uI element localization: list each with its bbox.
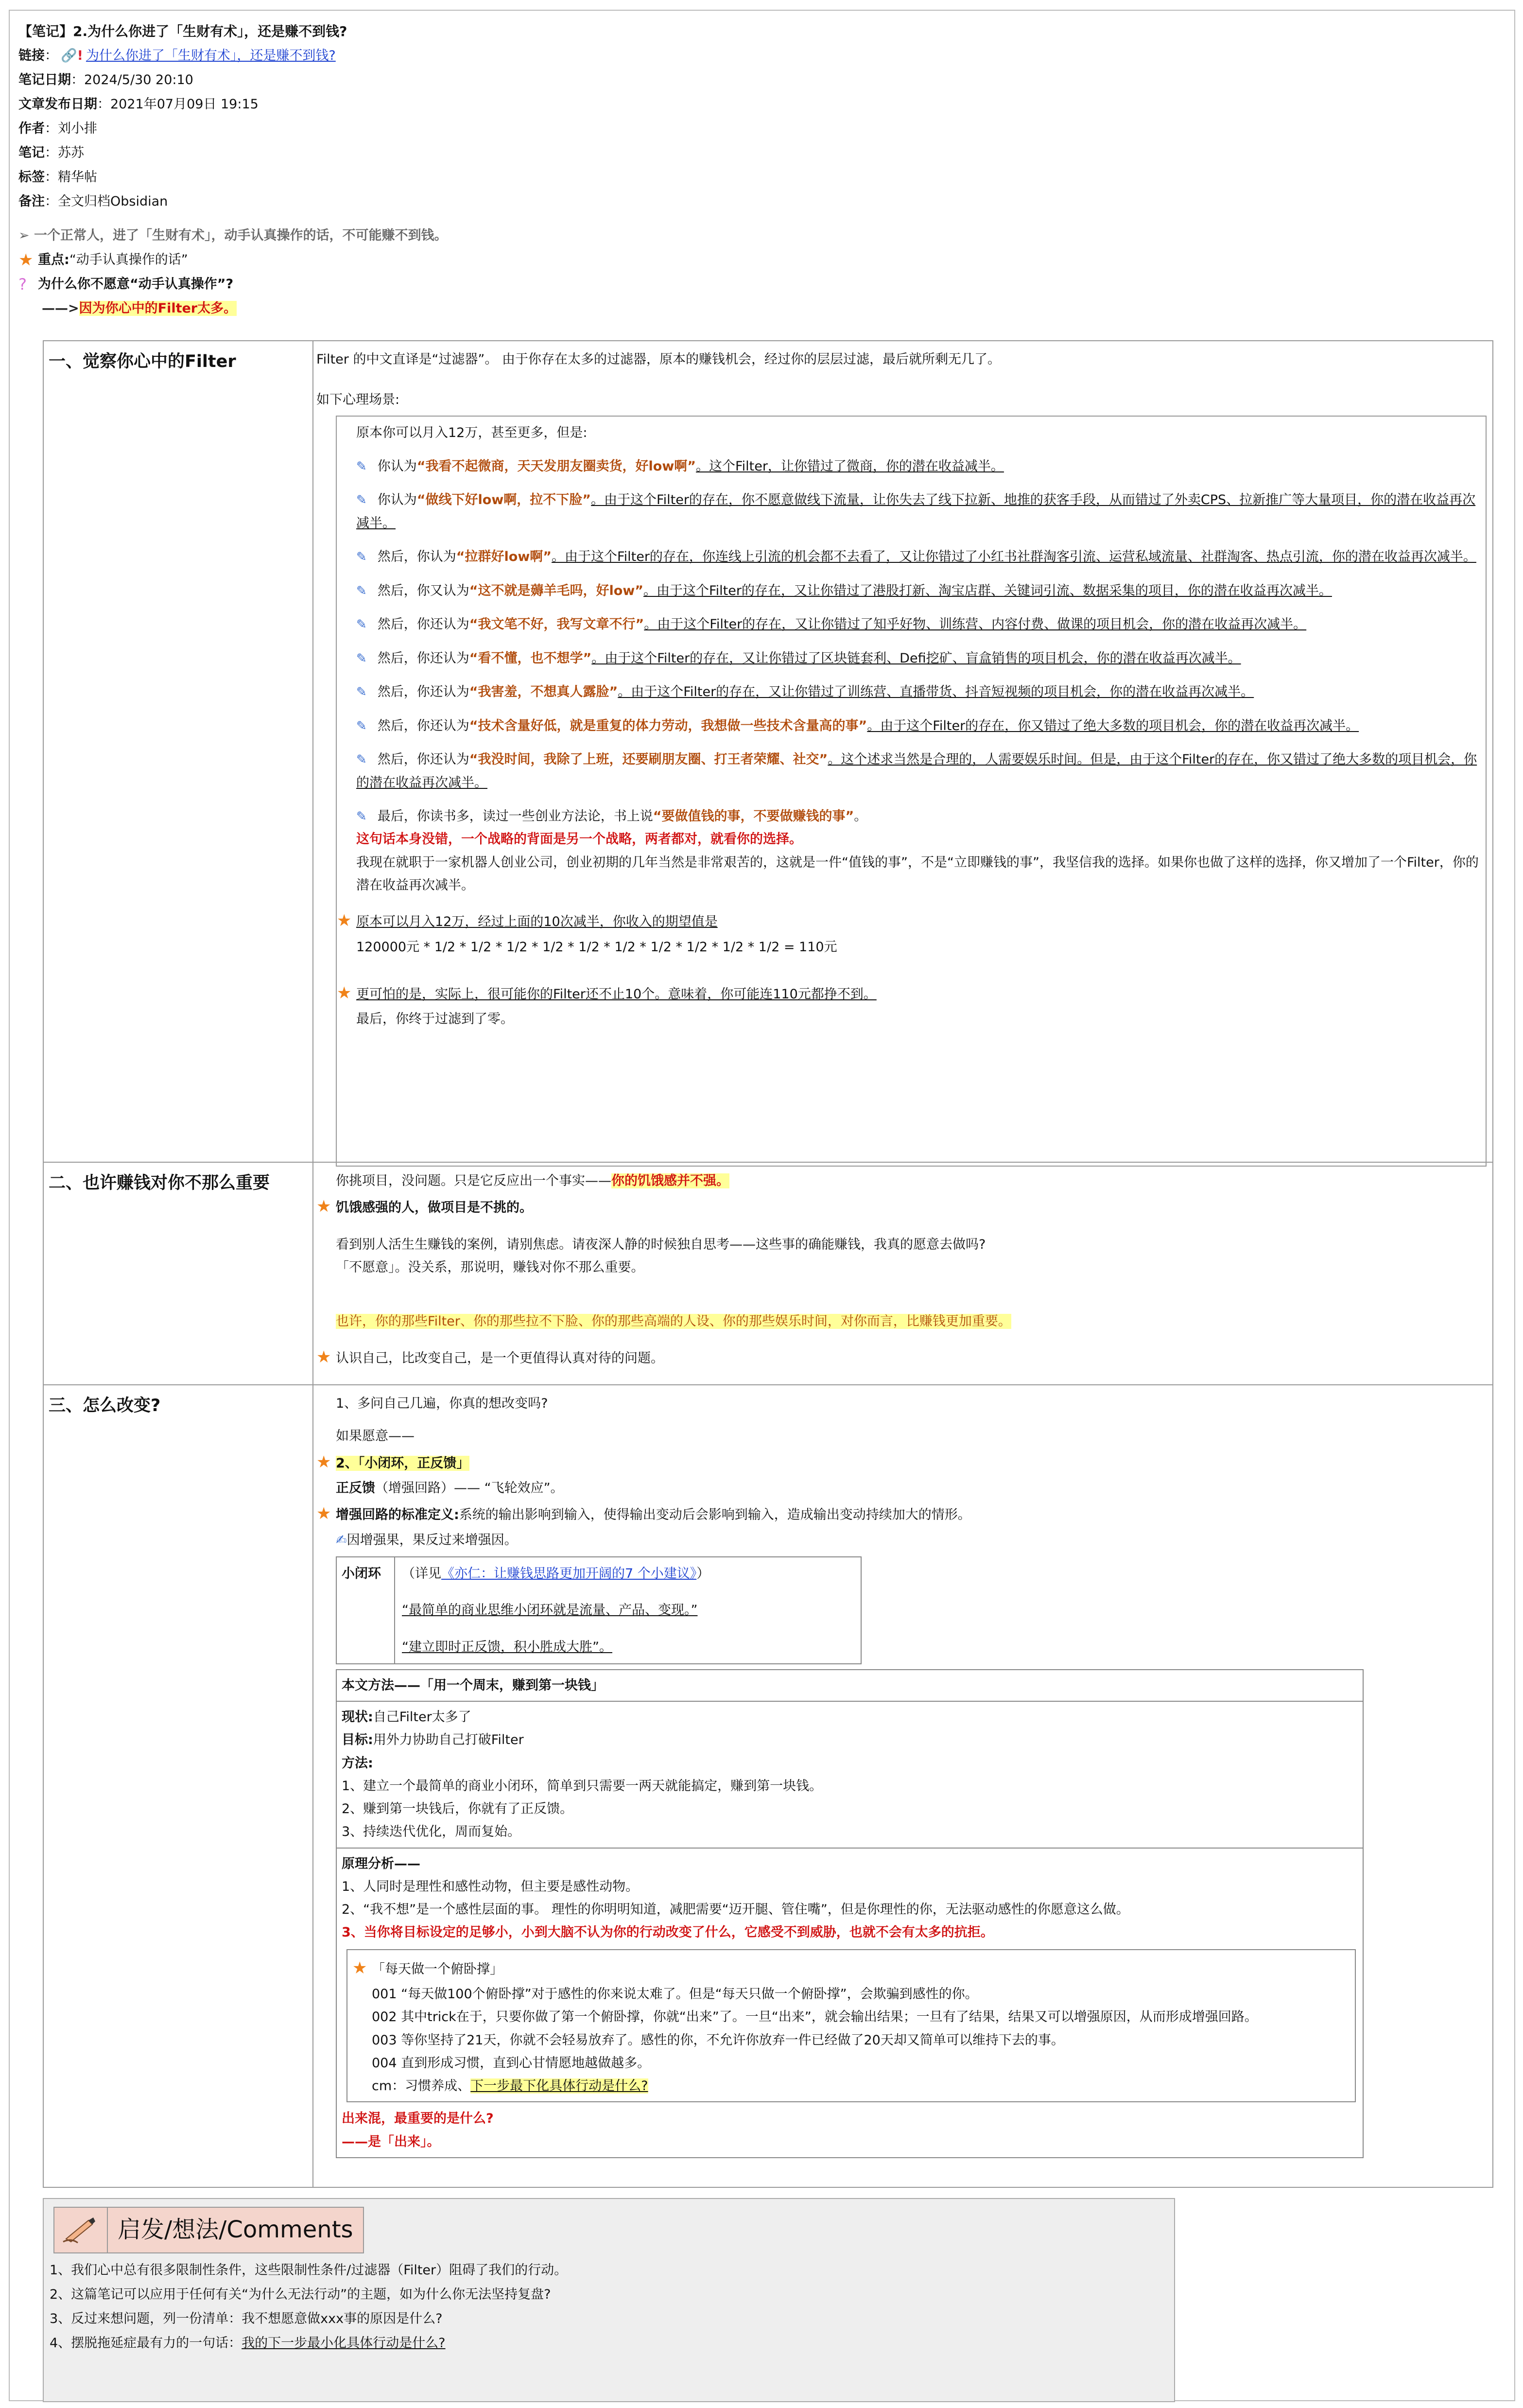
article-link[interactable]: 为什么你进了「生财有术」，还是赚不到钱?	[86, 48, 336, 63]
filter-quote: “我没时间，我除了上班，还要刷朋友圈、打王者荣耀、社交”	[469, 752, 828, 767]
worse-line: 更可怕的是，实际上，很可能你的Filter还不止10个。意味着，你可能连110元都挣不到。	[356, 986, 877, 1002]
star-icon: ★	[316, 1504, 331, 1524]
publish-date-row: 文章发布日期 ： 2021年07月09日 19:15	[18, 92, 1506, 117]
s2-line2: 饥饿感强的人，做项目是不挑的。	[336, 1200, 533, 1216]
filter-item	[356, 455, 1481, 478]
section-3-body	[313, 1385, 1492, 2187]
link-row: 链接 ： 🔗! 为什么你进了「生财有术」，还是赚不到钱?	[18, 44, 1506, 68]
pencil-icon: ✎	[356, 752, 367, 767]
method-step: 3、持续迭代优化，周而复始。	[342, 1824, 521, 1840]
filter-item	[356, 579, 1481, 603]
pin-icon: 🔗!	[61, 48, 83, 63]
answer-row	[18, 297, 1506, 321]
pencil-icon: ✎	[356, 685, 367, 699]
comment-item: 2、这篇笔记可以应用于任何有关“为什么无法行动”的主题，如为什么你无法坚持复盘?	[50, 2287, 551, 2302]
star-icon: ★	[18, 250, 34, 270]
comments-title: 启发/想法/Comments	[118, 2216, 353, 2244]
filter-pre: 你认为	[377, 458, 417, 474]
pushup-item: 001 “每天做100个俯卧撑”对于感性的你来说太难了。但是“每天只做一个俯卧撑”，会欺骗到感性的你。	[372, 1987, 978, 2002]
filter-pre: 你认为	[377, 492, 417, 508]
loop-quote-1: “最简单的商业思维小闭环就是流量、产品、变现。”	[402, 1603, 698, 1618]
method-box	[336, 1669, 1364, 2158]
closing-answer: ——是「出来」。	[342, 2134, 440, 2149]
method-steps	[337, 1702, 1363, 1849]
star-icon: ★	[316, 1347, 331, 1367]
filter-post: 。由于这个Filter的存在，又让你错过了训练营、直播带货、抖音短视频的项目机会，你的潜在收益再次减半。	[618, 684, 1254, 699]
s3-l3: 2、「小闭环，正反馈」	[336, 1455, 470, 1471]
author-row: 作者 ： 刘小排	[18, 117, 1506, 141]
filter-quote: “我看不起微商，天天发朋友圈卖货，好low啊”	[416, 458, 696, 474]
remark-label: 备注	[18, 194, 45, 209]
filter-item-last: ✎ 最后，你读书多，读过一些创业方法论，书上说“要做值钱的事，不要做赚钱的事”。 这句话本身没错，一个战略的背面是另一个战略，两者都对，就看你的选择。 我现在就职于一家机器人创业公司，创业初期的几年当然是非常艰苦的，这就是一件“值钱的事”，不是“立即赚钱的事”，我坚信我的选择。如果你也做了这样的选择，你又增加了一个Filter，你的潜在收益再次减半。	[356, 805, 1481, 897]
author: 刘小排	[58, 121, 97, 136]
status-text: 自己Filter太多了	[373, 1710, 471, 1725]
note-date-label: 笔记日期	[18, 72, 71, 87]
loop-quote-2: “建立即时正反馈，积小胜成大胜”。	[402, 1639, 612, 1655]
filter-post: 。这个述求当然是合理的，人需要娱乐时间。但是，由于这个Filter的存在，你又错过了绝大多数的项目机会，你的潜在收益再次减半。	[356, 752, 1477, 790]
comments-header	[53, 2207, 364, 2253]
loop-ref-link[interactable]: 《亦仁：让赚钱思路更加开阔的7 个小建议》	[441, 1566, 697, 1581]
pushup-item: 004 直到形成习惯，直到心甘情愿地越做越多。	[372, 2055, 651, 2071]
method-title	[337, 1670, 1363, 1702]
s2-highlight: 你的饥饿感并不强。	[611, 1173, 729, 1188]
tag: 精华帖	[58, 170, 97, 185]
analysis-label: 原理分析——	[342, 1856, 420, 1871]
comment-item: 3、反过来想问题，列一份清单：我不想愿意做xxx事的原因是什么?	[50, 2311, 443, 2326]
pencil-icon: ✎	[356, 651, 367, 666]
pushup-title: 「每天做一个俯卧撑」	[372, 1961, 503, 1977]
filter-quote: “拉群好low啊”	[456, 549, 552, 564]
note-date: 2024/5/30 20:10	[84, 72, 193, 87]
method-title-text: 本文方法——「用一个周末，赚到第一块钱」	[342, 1677, 604, 1693]
comments-list	[50, 2258, 1168, 2356]
section-2-title: 二、也许赚钱对你不那么重要	[44, 1163, 313, 1384]
filter-post: 。由于这个Filter的存在，你又错过了绝大多数的项目机会，你的潜在收益再次减半。	[867, 718, 1359, 733]
pencil-icon: ✎	[356, 459, 367, 474]
filter-post: 。由于这个Filter的存在，你连线上引流的机会都不去看了，又让你错过了小红书社群淘客引流、运营私域流量、社群淘客、热点引流，你的潜在收益再次减半。	[552, 549, 1476, 564]
filter-intro: Filter 的中文直译是“过滤器”。 由于你存在太多的过滤器，原本的赚钱机会，经过你的层层过滤，最后就所剩无几了。	[316, 352, 1001, 367]
method-label: 方法:	[342, 1755, 373, 1771]
note-title-row	[18, 19, 1506, 44]
filter-post: 。这个Filter，让你错过了微商，你的潜在收益减半。	[696, 458, 1004, 474]
filter-quote: “我文笔不好，我写文章不行”	[469, 617, 644, 632]
calc-block	[337, 907, 1481, 959]
star-icon: ★	[337, 983, 352, 1003]
section-change	[44, 1385, 1492, 2187]
filter-quote: “这不就是薅羊毛吗，好low”	[469, 583, 644, 598]
filter-pre: 然后，你又认为	[377, 583, 469, 598]
s3-l2: 如果愿意——	[336, 1429, 415, 1444]
scene-label: 如下心理场景:	[316, 392, 400, 408]
filter-quote: “做线下好low啊，拉不下脸”	[416, 492, 591, 508]
s2-line6: 认识自己，比改变自己，是一个更值得认真对待的问题。	[336, 1350, 664, 1366]
filter-quote: “要做值钱的事，不要做赚钱的事”	[653, 808, 854, 824]
filter-quote: “我害羞，不想真人露脸”	[469, 684, 618, 699]
filter-quote: “技术含量好低，就是重复的体力劳动，我想做一些技术含量高的事”	[469, 718, 867, 733]
noter-row: 笔记 ： 苏苏	[18, 141, 1506, 165]
quote-text: 一个正常人，进了「生财有术」，动手认真操作的话，不可能赚不到钱。	[34, 228, 448, 243]
section-2-body	[313, 1163, 1492, 1384]
star-icon: ★	[316, 1197, 331, 1217]
final-line: 最后，你终于过滤到了零。	[356, 1012, 514, 1027]
s2-line5: 也许，你的那些Filter、你的那些拉不下脸、你的那些高端的人设、你的那些娱乐时间，对你而言，比赚钱更加重要。	[336, 1314, 1011, 1329]
star-icon: ★	[337, 911, 352, 930]
tag-row: 标签 ： 精华帖	[18, 165, 1506, 190]
sections-table	[43, 340, 1493, 2188]
noter: 苏苏	[58, 145, 84, 160]
s3-l6: 因增强果，果反过来增强因。	[346, 1532, 518, 1548]
loop-label: 小闭环	[337, 1557, 395, 1663]
filter-quote: “看不懂，也不想学”	[469, 650, 592, 666]
analysis-item: 3、当你将目标设定的足够小，小到大脑不认为你的行动改变了什么，它感受不到威胁，也就不会有太多的抗拒。	[342, 1925, 994, 1940]
section-money	[44, 1163, 1492, 1385]
s3-l5: 系统的输出影响到输入，使得输出变动后会影响到输入，造成输出变动持续加大的情形。	[459, 1507, 971, 1523]
loop-ref-pre: （详见	[402, 1566, 441, 1581]
key-point-row	[18, 248, 1506, 272]
scene-box	[336, 416, 1487, 1167]
comment-text: 4、摆脱拖延症最有力的一句话：	[50, 2336, 242, 2351]
pushup-item: 003 等你坚持了21天，你就不会轻易放弃了。感性的你，不允许你放弃一件已经做了20天却又简单可以维持下去的事。	[372, 2032, 1064, 2048]
filter-item	[356, 613, 1481, 636]
s3-l5-bold: 增强回路的标准定义:	[336, 1507, 459, 1523]
loop-content	[395, 1557, 861, 1663]
method-step: 2、赚到第一块钱后，你就有了正反馈。	[342, 1801, 573, 1816]
quote-callout	[18, 224, 1506, 248]
filter-pre: 然后，你认为	[377, 549, 456, 564]
closing-question: 出来混，最重要的是什么?	[342, 2111, 494, 2127]
filter-pre: 然后，你还认为	[377, 617, 469, 632]
publish-date-label: 文章发布日期	[18, 97, 97, 112]
answer-text: 因为你心中的Filter太多。	[79, 301, 237, 316]
writing-hand-icon	[54, 2208, 108, 2252]
filter-post: 。由于这个Filter的存在，又让你错过了知乎好物、训练营、内容付费、做课的项目机会，你的潜在收益再次减半。	[644, 617, 1307, 632]
pushup-box	[346, 1949, 1356, 2103]
comment-link[interactable]: 我的下一步最小化具体行动是什么?	[242, 2336, 446, 2351]
filter-pre: 最后，你读书多，读过一些创业方法论，书上说	[377, 808, 653, 824]
goal-label: 目标:	[342, 1732, 373, 1748]
s3-l1: 1、多问自己几遍，你真的想改变吗?	[336, 1396, 548, 1411]
filter-post: 。由于这个Filter的存在，又让你错过了港股打新、淘宝店群、关键词引流、数据采集的项目，你的潜在收益再次减半。	[643, 583, 1332, 598]
status-label: 现状:	[342, 1710, 373, 1725]
section-3-title: 三、怎么改变?	[44, 1385, 313, 2187]
note-title: 【笔记】2.为什么你进了「生财有术」，还是赚不到钱?	[18, 23, 347, 39]
pushup-cm-highlight: 下一步最下化具体行动是什么?	[470, 2078, 648, 2094]
note-date-row: 笔记日期 ： 2024/5/30 20:10	[18, 68, 1506, 92]
key-text: “动手认真操作的话”	[69, 252, 188, 267]
star-icon: ★	[352, 1958, 367, 1978]
worse-block	[337, 979, 1481, 1031]
section-1-title: 一、觉察你心中的Filter	[44, 341, 313, 1162]
answer-arrow: ——>	[42, 301, 79, 316]
comment-item	[50, 2331, 1168, 2356]
s3-l4-bold: 正反馈	[336, 1481, 375, 1496]
pencil-icon: ✎	[356, 550, 367, 564]
analysis-item: 1、人同时是理性和感性动物，但主要是感性动物。	[342, 1879, 639, 1894]
key-label: 重点:	[38, 252, 69, 267]
s3-l4: （增强回路）—— “飞轮效应”。	[375, 1481, 564, 1496]
filter-pre: 然后，你还认为	[377, 650, 469, 666]
filter-pre: 然后，你还认为	[377, 684, 469, 699]
remark-row: 备注 ： 全文归档Obsidian	[18, 190, 1506, 214]
loop-table	[336, 1556, 862, 1664]
publish-date: 2021年07月09日 19:15	[110, 97, 259, 112]
last-warning: 这句话本身没错，一个战略的背面是另一个战略，两者都对，就看你的选择。	[356, 832, 802, 847]
question-mark-icon: ?	[18, 275, 27, 294]
question-row	[18, 272, 1506, 297]
filter-post: 。由于这个Filter的存在，你不愿意做线下流量，让你失去了线下拉新、地推的获客手段，从而错过了外卖CPS、拉新推广等大量项目，你的潜在收益再次减半。	[356, 492, 1476, 531]
pencil-icon: ✎	[356, 493, 367, 508]
filter-item	[356, 715, 1481, 738]
analysis-item: 2、“我不想”是一个感性层面的事。 理性的你明明知道，减肥需要“迈开腿、管住嘴”，但是你理性的你，无法驱动感性的你愿意这么做。	[342, 1902, 1129, 1917]
pen-icon: ✍	[336, 1532, 347, 1548]
filter-pre: 然后，你还认为	[377, 718, 469, 733]
filter-item	[356, 748, 1481, 794]
filter-pre: 然后，你还认为	[377, 752, 469, 767]
pencil-icon: ✎	[356, 617, 367, 632]
tag-label: 标签	[18, 170, 45, 185]
pushup-cm: cm：习惯养成、	[372, 2078, 471, 2094]
s2-line1: 你挑项目，没问题。只是它反应出一个事实——	[336, 1173, 611, 1188]
chevron-right-icon[interactable]: ➢	[18, 228, 30, 243]
link-label: 链接	[18, 48, 45, 63]
question-text: 为什么你不愿意“动手认真操作”?	[38, 277, 234, 292]
filter-item	[356, 489, 1481, 535]
pushup-item: 002 其中trick在于，只要你做了第一个俯卧撑，你就“出来”了。一旦“出来”，就会输出结果；一旦有了结果，结果又可以增强原因，从而形成增强回路。	[372, 2009, 1258, 2025]
pencil-icon: ✎	[356, 583, 367, 598]
scene-intro: 原本你可以月入12万，甚至更多，但是:	[356, 425, 588, 440]
method-step: 1、建立一个最简单的商业小闭环，简单到只需要一两天就能搞定，赚到第一块钱。	[342, 1778, 823, 1794]
star-icon: ★	[316, 1452, 331, 1472]
calc-formula: 120000元 * 1/2 * 1/2 * 1/2 * 1/2 * 1/2 * 1/2 * 1/2 * 1/2 * 1/2 * 1/2 = 110元	[356, 939, 837, 955]
section-1-body	[313, 341, 1492, 1162]
remark: 全文归档Obsidian	[58, 194, 168, 209]
pencil-icon: ✎	[356, 718, 367, 733]
comment-item: 1、我们心中总有很多限制性条件，这些限制性条件/过滤器（Filter）阻碍了我们的行动。	[50, 2263, 568, 2278]
s2-line3: 看到别人活生生赚钱的案例，请别焦虑。请夜深人静的时候独自思考——这些事的确能赚钱，我真的愿意去做吗?	[336, 1237, 986, 1252]
filter-item	[356, 545, 1481, 569]
s2-line4: 「不愿意」。没关系，那说明，赚钱对你不那么重要。	[336, 1260, 644, 1275]
calc-line: 原本可以月入12万，经过上面的10次减半，你收入的期望值是	[356, 914, 718, 929]
comments-box	[43, 2198, 1175, 2402]
goal-text: 用外力协助自己打破Filter	[373, 1732, 524, 1748]
filter-item	[356, 681, 1481, 704]
section-filter	[44, 341, 1492, 1163]
last-body: 我现在就职于一家机器人创业公司，创业初期的几年当然是非常艰苦的，这就是一件“值钱的事”，不是“立即赚钱的事”，我坚信我的选择。如果你也做了这样的选择，你又增加了一个Filter，你的潜在收益再次减半。	[356, 855, 1479, 893]
loop-ref-post: ）	[696, 1566, 710, 1581]
analysis-block	[337, 1849, 1363, 2157]
filter-item	[356, 647, 1481, 670]
author-label: 作者	[18, 121, 45, 136]
pencil-icon: ✎	[356, 809, 367, 824]
noter-label: 笔记	[18, 145, 45, 160]
filter-post: 。由于这个Filter的存在，又让你错过了区块链套利、Defi挖矿、盲盒销售的项目机会，你的潜在收益再次减半。	[591, 650, 1241, 666]
